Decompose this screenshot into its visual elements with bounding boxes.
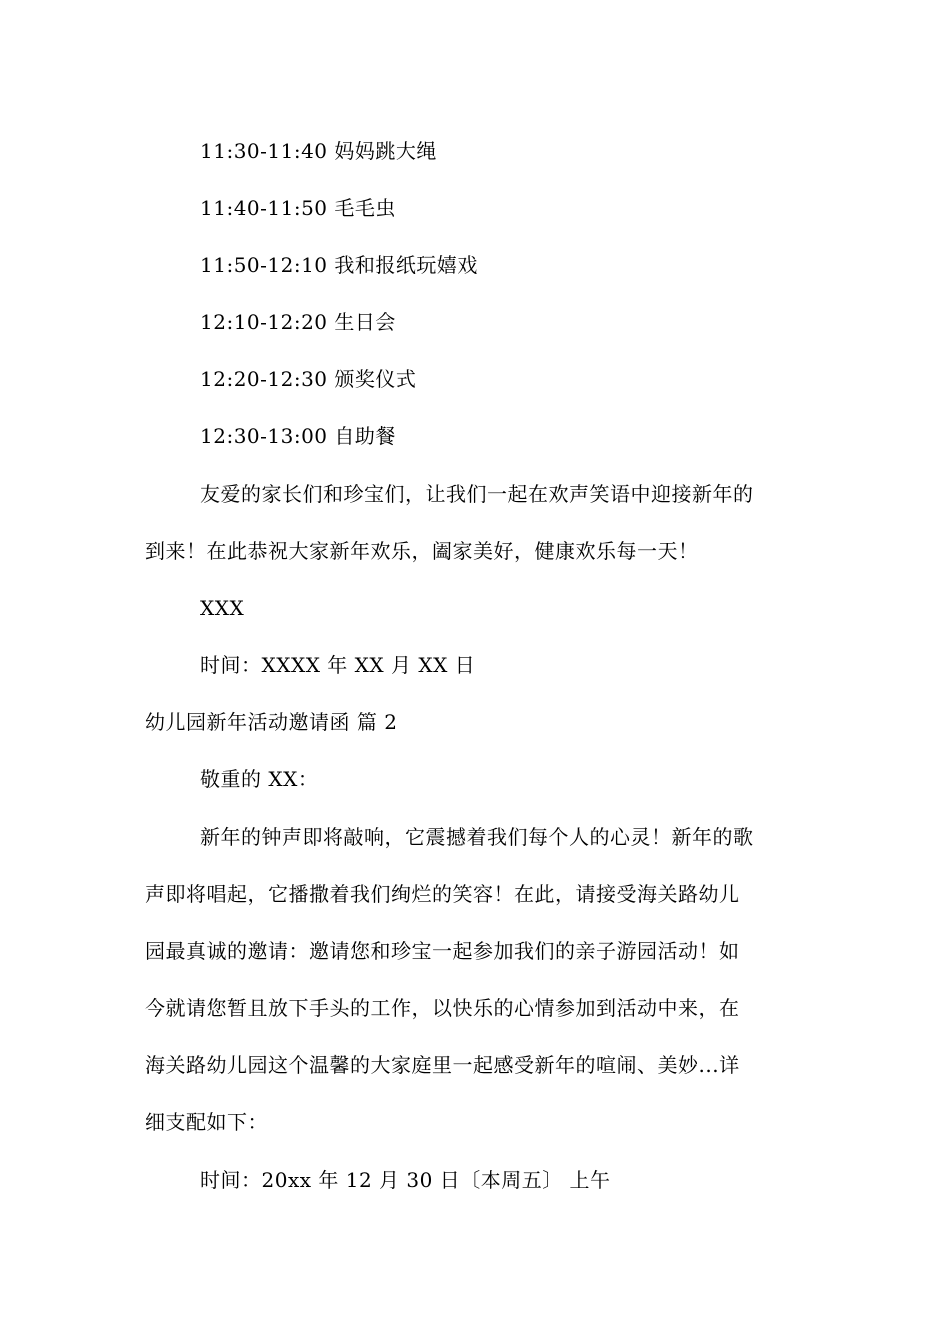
section-title: 幼儿园新年活动邀请函 篇 2 bbox=[145, 710, 398, 734]
closing-paragraph-line: 友爱的家长们和珍宝们，让我们一起在欢声笑语中迎接新年的 bbox=[200, 482, 754, 506]
body-paragraph-line: 今就请您暂且放下手头的工作，以快乐的心情参加到活动中来，在 bbox=[145, 996, 740, 1020]
schedule-item: 11:40-11:50 毛毛虫 bbox=[200, 196, 396, 220]
body-paragraph-line: 新年的钟声即将敲响，它震撼着我们每个人的心灵！新年的歌 bbox=[200, 825, 754, 849]
closing-paragraph-line: 到来！在此恭祝大家新年欢乐，阖家美好，健康欢乐每一天！ bbox=[145, 539, 699, 563]
schedule-item: 11:30-11:40 妈妈跳大绳 bbox=[200, 139, 437, 163]
body-paragraph-line: 声即将唱起，它播撒着我们绚烂的笑容！在此，请接受海关路幼儿 bbox=[145, 882, 740, 906]
event-time-line: 时间：20xx 年 12 月 30 日〔本周五〕 上午 bbox=[200, 1168, 611, 1192]
date-line: 时间：XXXX 年 XX 月 XX 日 bbox=[200, 653, 476, 677]
schedule-item: 11:50-12:10 我和报纸玩嬉戏 bbox=[200, 253, 478, 277]
schedule-item: 12:20-12:30 颁奖仪式 bbox=[200, 367, 417, 391]
body-paragraph-line: 园最真诚的邀请：邀请您和珍宝一起参加我们的亲子游园活动！如 bbox=[145, 939, 740, 963]
schedule-item: 12:30-13:00 自助餐 bbox=[200, 424, 396, 448]
schedule-item: 12:10-12:20 生日会 bbox=[200, 310, 396, 334]
body-paragraph-line: 细支配如下： bbox=[145, 1110, 268, 1134]
body-paragraph-line: 海关路幼儿园这个温馨的大家庭里一起感受新年的喧闹、美妙...详 bbox=[145, 1053, 740, 1077]
signature: XXX bbox=[200, 596, 245, 620]
salutation: 敬重的 XX： bbox=[200, 767, 319, 791]
